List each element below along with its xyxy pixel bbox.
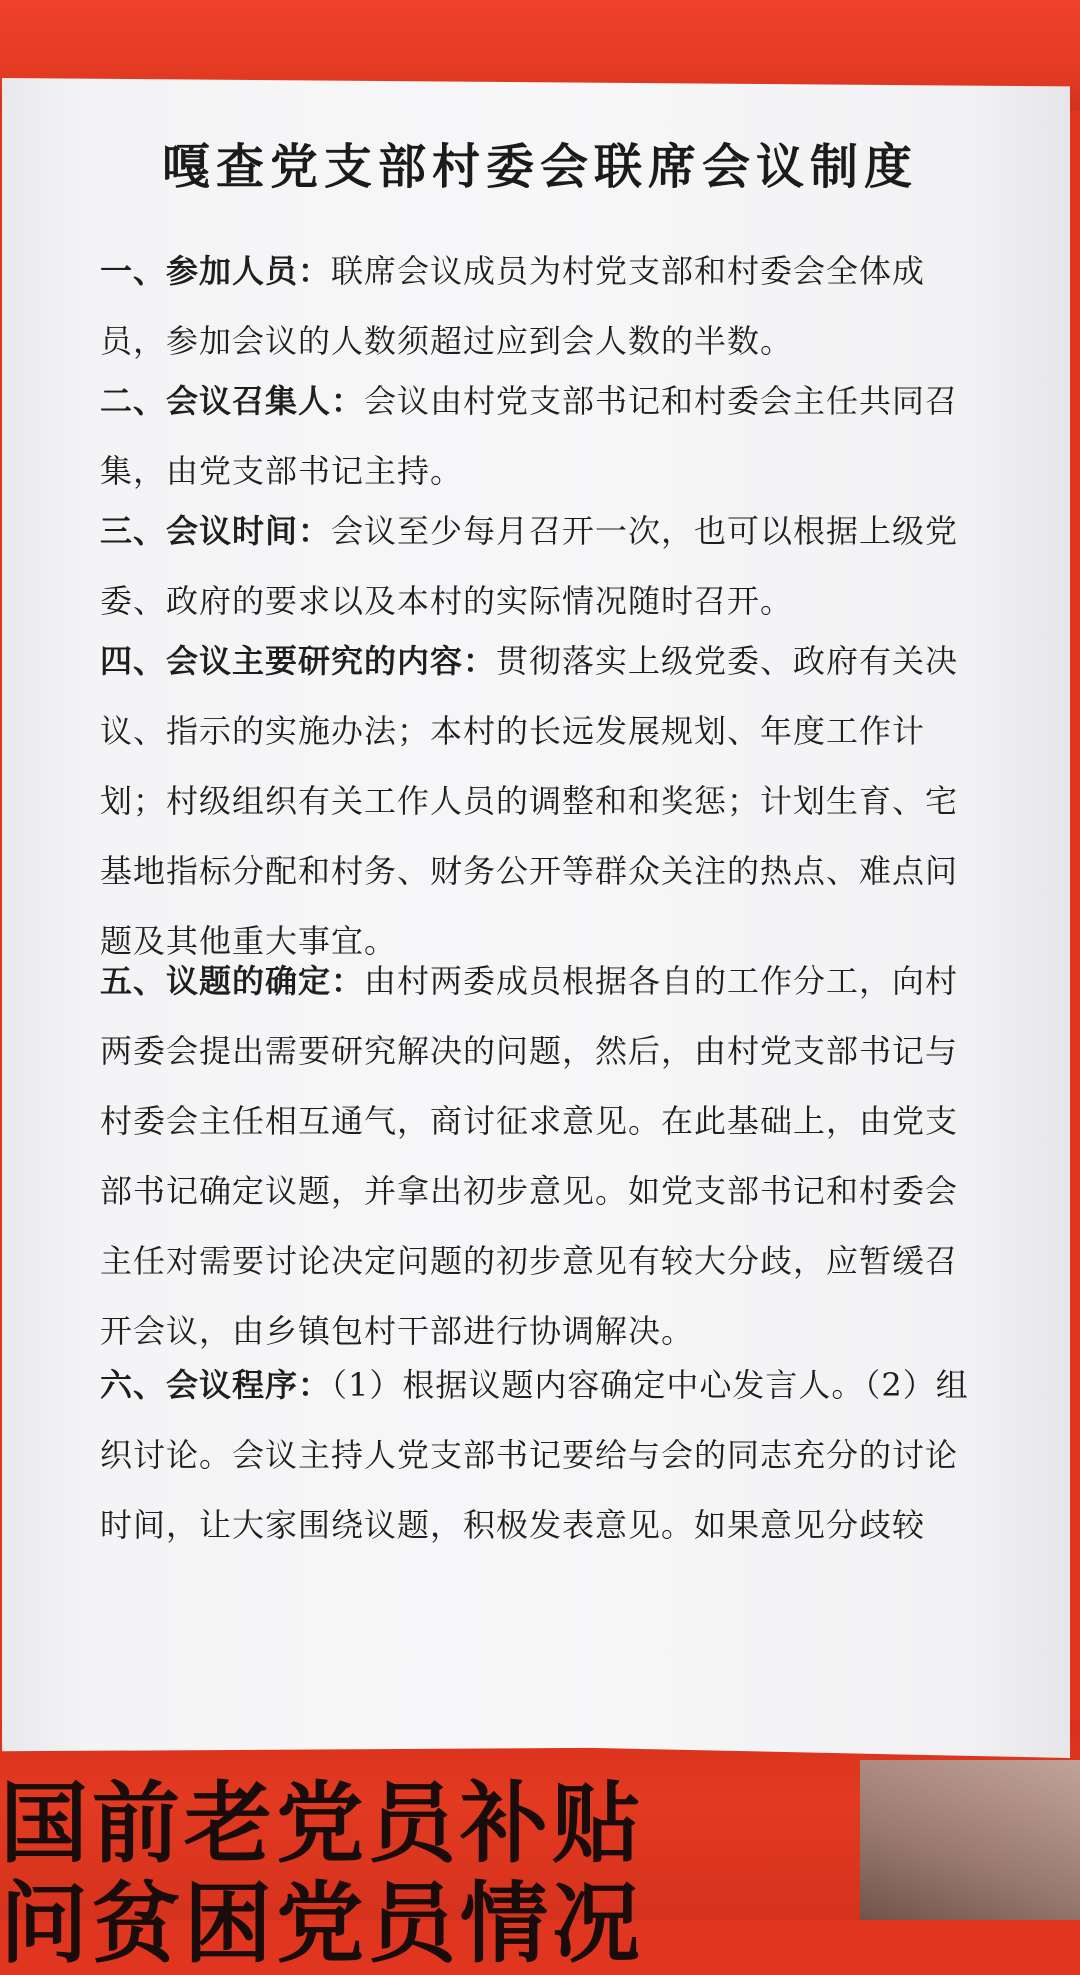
background-poster-line2: 问贫困党员情况	[0, 1872, 645, 1975]
section-heading: 四、会议主要研究的内容：	[100, 642, 497, 680]
section-heading: 一、参加人员：	[100, 252, 332, 290]
section-heading: 三、会议时间：	[100, 512, 332, 550]
section-text: 会议至少每月召开一次，也可以根据上级党委、政府的要求以及本村的实际情况随时召开。	[100, 512, 959, 620]
section-5	[100, 946, 980, 1366]
section-heading: 二、会议召集人：	[100, 382, 365, 420]
paper-corner-shadow	[860, 1760, 1080, 1920]
section-3	[100, 496, 980, 636]
section-text: 会议由村党支部书记和村委会主任共同召集，由党支部书记主持。	[100, 382, 959, 490]
section-1	[100, 236, 980, 376]
section-heading: 五、议题的确定：	[100, 962, 365, 1000]
section-4	[100, 626, 980, 976]
section-6	[100, 1350, 980, 1560]
section-text: 联席会议成员为村党支部和村委会全体成员，参加会议的人数须超过应到会人数的半数。	[100, 252, 926, 360]
section-heading: 六、会议程序：	[100, 1366, 332, 1404]
section-text: 贯彻落实上级党委、政府有关决议、指示的实施办法；本村的长远发展规划、年度工作计划；村级组织有关工作人员的调整和和奖惩；计划生育、宅基地指标分配和村务、财务公开等群众关注的热点、难点问题及其他重大事宜。	[100, 642, 959, 960]
section-text: 由村两委成员根据各自的工作分工，向村两委会提出需要研究解决的问题，然后，由村党支部书记与村委会主任相互通气，商讨征求意见。在此基础上，由党支部书记确定议题，并拿出初步意见。如党支部书记和村委会主任对需要讨论决定问题的初步意见有较大分歧，应暂缓召开会议，由乡镇包村干部进行协调解决。	[100, 962, 959, 1350]
background-poster-line1: 国前老党员补贴	[0, 1772, 645, 1875]
section-text: （1）根据议题内容确定中心发言人。（2）组织讨论。会议主持人党支部书记要给与会的同志充分的讨论时间，让大家围绕议题，积极发表意见。如果意见分歧较	[100, 1366, 969, 1544]
section-2	[100, 366, 980, 506]
document-title: 嘎查党支部村委会联席会议制度	[161, 139, 918, 195]
